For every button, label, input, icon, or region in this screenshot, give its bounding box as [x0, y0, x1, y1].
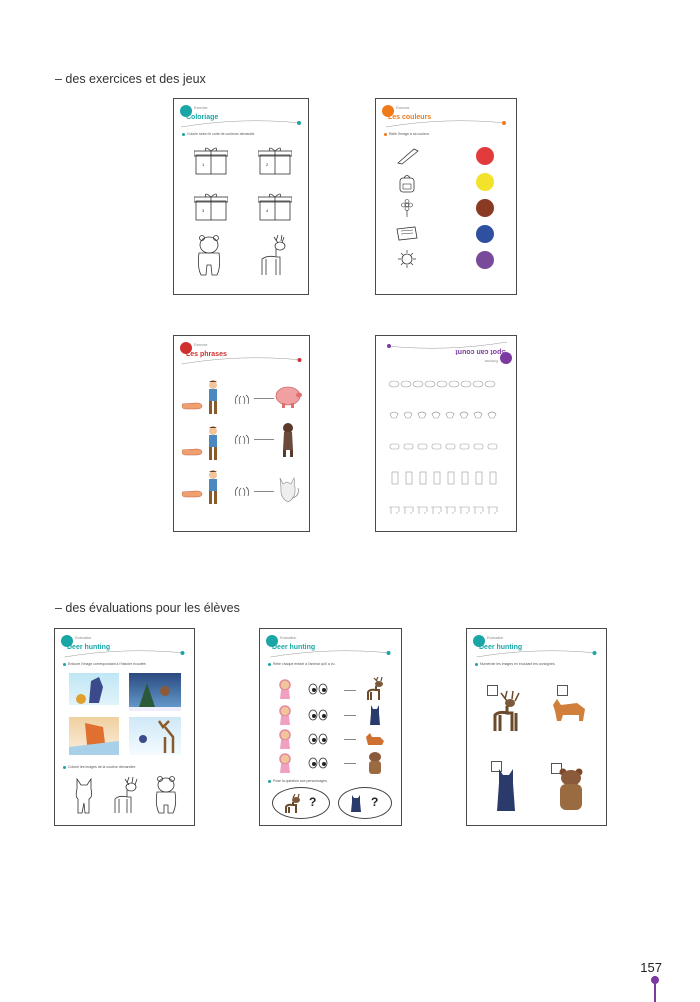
margin-text	[303, 119, 306, 159]
evaluation-2	[259, 628, 402, 826]
gift-number: 2	[266, 162, 269, 167]
eyes-icon	[308, 709, 328, 721]
dog-icon	[278, 422, 298, 458]
worksheet-instruction: Numérote les images en écoutant les consignes.	[475, 662, 556, 666]
bear-outline-icon	[192, 233, 226, 277]
eyes-icon	[308, 733, 328, 745]
story-scene-image	[129, 673, 181, 711]
worksheet-header	[180, 342, 303, 364]
story-scene-image	[129, 717, 181, 755]
answer-line	[344, 690, 356, 691]
gift-number: 3	[202, 208, 205, 213]
purple-color-dot	[476, 251, 494, 269]
bear-icon	[366, 751, 384, 775]
gift-number: 4	[266, 208, 269, 213]
worksheet-spot	[375, 335, 517, 532]
boy-icon	[206, 470, 220, 506]
reindeer-icon	[489, 687, 525, 733]
girl-icon	[278, 705, 292, 725]
wolf-icon	[495, 767, 517, 813]
gift-number: 1	[202, 162, 205, 167]
cat-icon	[274, 474, 302, 506]
worksheet-header	[473, 635, 600, 657]
eyes-icon	[308, 757, 328, 769]
evaluation-1	[54, 628, 195, 826]
answer-line	[254, 398, 274, 399]
speech-bubble	[338, 787, 392, 819]
worksheet-coloriage	[173, 98, 309, 295]
header-curve	[180, 356, 303, 366]
page-marker	[654, 976, 656, 1002]
girl-icon	[278, 679, 292, 699]
question-mark: ?	[309, 795, 317, 809]
gift-icon	[258, 147, 292, 175]
section-title-evaluations: – des évaluations pour les élèves	[55, 601, 240, 615]
backpack-icon	[398, 173, 416, 193]
answer-line	[344, 763, 356, 764]
worksheet-label: Exercice	[396, 106, 410, 110]
gift-icon	[194, 147, 228, 175]
worksheet-instruction: Pose la question aux personnages.	[268, 779, 328, 783]
worksheet-phrases	[173, 335, 310, 532]
deer-outline-icon	[109, 775, 143, 815]
fox-icon	[364, 731, 386, 747]
red-color-dot	[476, 147, 494, 165]
gift-icon	[194, 193, 228, 221]
story-scene-image	[69, 673, 119, 711]
story-scene-image	[69, 717, 119, 755]
pointing-hand-icon	[182, 488, 204, 500]
worksheet-label: Exercice	[194, 106, 208, 110]
girl-icon	[278, 729, 292, 749]
answer-line	[254, 439, 274, 440]
reindeer-icon	[364, 675, 388, 701]
sun-icon	[398, 250, 416, 268]
header-curve	[473, 649, 600, 659]
worksheet-label: Evaluation	[280, 636, 297, 640]
worksheet-header	[61, 635, 188, 657]
worksheet-header	[180, 105, 302, 127]
lynx-icon	[549, 695, 589, 725]
bear-outline-icon	[151, 775, 181, 815]
worksheet-label: Exercice	[194, 343, 208, 347]
worksheet-header	[382, 105, 510, 127]
worksheet-instruction: Relie l'image à sa couleur.	[384, 132, 430, 136]
header-curve	[382, 119, 510, 129]
pointing-hand-icon	[182, 400, 204, 412]
worksheet-instruction: Colorie les images de la couleur demandée.	[63, 765, 136, 769]
listening-hands-icon	[234, 394, 250, 406]
wolf-icon	[368, 703, 382, 727]
worksheet-label: Evaluation	[487, 636, 504, 640]
girl-icon	[278, 753, 292, 773]
worksheet-couleurs	[375, 98, 517, 295]
worksheet-title: Deer hunting	[479, 644, 523, 651]
worksheet-title: Coloriage	[186, 114, 219, 121]
blue-color-dot	[476, 225, 494, 243]
deer-outline-icon	[254, 233, 294, 277]
worksheet-header	[382, 342, 512, 364]
worksheet-label: Exercice	[484, 359, 498, 363]
boy-icon	[206, 426, 220, 462]
page-number: 157	[640, 960, 662, 975]
worksheet-title: Spot can count	[455, 348, 506, 355]
worksheet-instruction: Colorie selon le code de couleurs demandé.	[182, 132, 255, 136]
bear-icon	[555, 767, 587, 811]
flower-icon	[399, 199, 415, 217]
wolf-icon	[349, 793, 363, 813]
header-curve	[266, 649, 395, 659]
section-title-exercises: – des exercices et des jeux	[55, 72, 206, 86]
answer-line	[254, 491, 274, 492]
evaluation-3	[466, 628, 607, 826]
worksheet-label: Evaluation	[75, 636, 92, 640]
worksheet-title: Deer hunting	[67, 644, 111, 651]
speech-bubble	[272, 787, 330, 819]
listening-hands-icon	[234, 486, 250, 498]
header-curve	[61, 649, 188, 659]
worksheet-header	[266, 635, 395, 657]
gift-icon	[258, 193, 292, 221]
counting-animals-grid	[388, 380, 506, 530]
pointing-hand-icon	[182, 446, 204, 458]
answer-line	[344, 739, 356, 740]
paintbrush-icon	[396, 147, 420, 165]
book-icon	[395, 226, 419, 242]
header-curve	[382, 340, 512, 350]
yellow-color-dot	[476, 173, 494, 191]
boy-icon	[206, 380, 220, 416]
header-curve	[180, 119, 302, 129]
worksheet-title: Deer hunting	[272, 644, 316, 651]
wolf-outline-icon	[69, 775, 99, 815]
worksheet-title: Les phrases	[186, 351, 227, 358]
brown-color-dot	[476, 199, 494, 217]
worksheet-instruction: Entoure l'image correspondant à l'histoire écoutée.	[63, 662, 147, 666]
worksheet-instruction: Relie chaque enfant à l'animal qu'il a vu.	[268, 662, 368, 666]
question-mark: ?	[371, 795, 379, 809]
reindeer-icon	[283, 792, 305, 814]
worksheet-title: Les couleurs	[388, 114, 432, 121]
pig-icon	[274, 382, 302, 410]
answer-line	[344, 715, 356, 716]
eyes-icon	[308, 683, 328, 695]
listening-hands-icon	[234, 434, 250, 446]
